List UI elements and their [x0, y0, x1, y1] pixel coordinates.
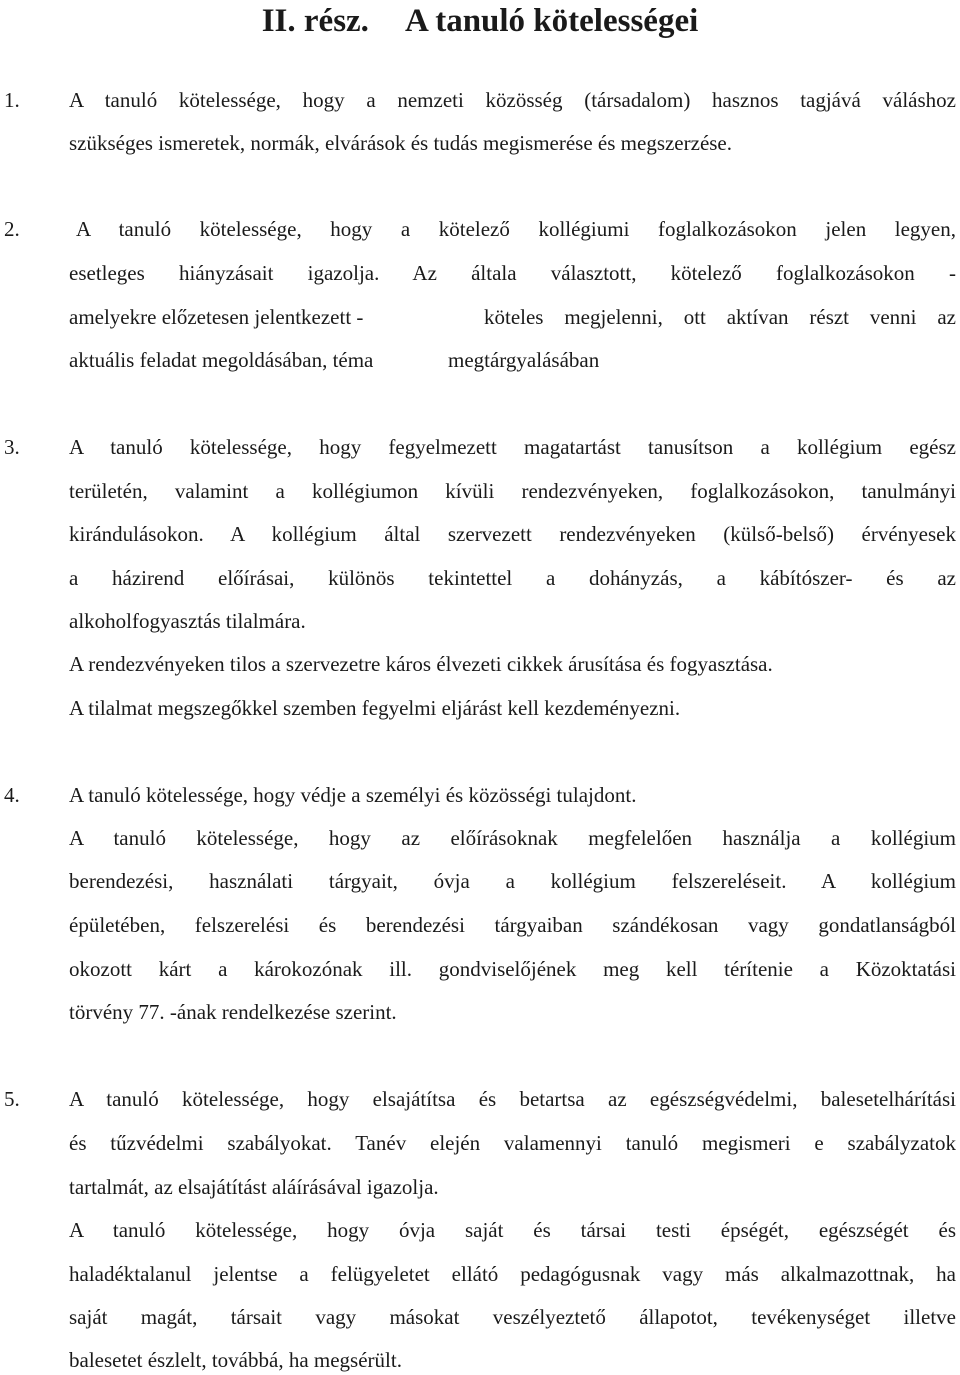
paragraph-line: saját magát, társait vagy másokat veszélyeztető állapotot, tevékenységet illetve	[69, 1305, 956, 1329]
section-number: 1.	[4, 88, 20, 112]
paragraph-line: területén, valamint a kollégiumon kívüli rendezvényeken, foglalkozásokon, tanulmányi	[69, 479, 956, 503]
paragraph-line: A tanuló kötelessége, hogy a kötelező kollégiumi foglalkozásokon jelen legyen,	[76, 217, 956, 241]
title-text: A tanuló kötelességei	[404, 3, 699, 39]
paragraph-line: alkoholfogyasztás tilalmára.	[69, 609, 306, 633]
paragraph-line: A tanuló kötelessége, hogy az előírásoknak megfelelően használja a kollégium	[69, 826, 956, 850]
paragraph-line: kirándulásokon. A kollégium által szervezett rendezvényeken (külső-belső) érvényesek	[69, 522, 956, 546]
paragraph-line: A rendezvényeken tilos a szervezetre káros élvezeti cikkek árusítása és fogyasztása.	[69, 652, 773, 676]
paragraph-line: amelyekre előzetesen jelentkezett -	[69, 305, 364, 329]
paragraph-line: esetleges hiányzásait igazolja. Az általa választott, kötelező foglalkozásokon -	[69, 261, 956, 285]
paragraph-line: tartalmát, az elsajátítást aláírásával igazolja.	[69, 1175, 439, 1199]
paragraph-line: megtárgyalásában	[448, 348, 600, 372]
part-label: II. rész.	[261, 3, 369, 39]
paragraph-line: A tanuló kötelessége, hogy fegyelmezett magatartást tanusítson a kollégium egész	[69, 435, 956, 459]
page-title	[0, 0, 960, 42]
paragraph-line: és tűzvédelmi szabályokat. Tanév elején valamennyi tanuló megismeri e szabályzatok	[69, 1131, 956, 1155]
paragraph-line: épületében, felszerelési és berendezési tárgyaiban szándékosan vagy gondatlanságból	[69, 913, 956, 937]
section-number: 2.	[4, 217, 20, 241]
section-number: 3.	[4, 435, 20, 459]
paragraph-line: A tilalmat megszegőkkel szemben fegyelmi eljárást kell kezdeményezni.	[69, 696, 681, 720]
section-number: 4.	[4, 783, 20, 807]
paragraph-line: A tanuló kötelessége, hogy védje a személyi és közösségi tulajdont.	[69, 783, 637, 807]
paragraph-line: a házirend előírásai, különös tekintettel a dohányzás, a kábítószer- és az	[69, 566, 956, 590]
paragraph-line: okozott kárt a károkozónak ill. gondviselőjének meg kell térítenie a Közoktatási	[69, 957, 956, 981]
paragraph-line: berendezési, használati tárgyait, óvja a kollégium felszereléseit. A kollégium	[69, 869, 956, 893]
section-number: 5.	[4, 1087, 20, 1111]
paragraph-line: A tanuló kötelessége, hogy óvja saját és társai testi épségét, egészségét és	[69, 1218, 956, 1242]
paragraph-line: balesetet észlelt, továbbá, ha megsérült.	[69, 1348, 402, 1372]
paragraph-line: haladéktalanul jelentse a felügyeletet ellátó pedagógusnak vagy más alkalmazottnak, ha	[69, 1262, 956, 1286]
paragraph-line: A tanuló kötelessége, hogy a nemzeti közösség (társadalom) hasznos tagjává váláshoz	[69, 88, 956, 112]
paragraph-line: köteles megjelenni, ott aktívan részt venni az	[484, 305, 956, 329]
paragraph-line: törvény 77. -ának rendelkezése szerint.	[69, 1000, 397, 1024]
paragraph-line: szükséges ismeretek, normák, elvárások és tudás megismerése és megszerzése.	[69, 131, 733, 155]
paragraph-line: aktuális feladat megoldásában, téma	[69, 348, 374, 372]
paragraph-line: A tanuló kötelessége, hogy elsajátítsa és betartsa az egészségvédelmi, balesetelhárítási	[69, 1087, 956, 1111]
